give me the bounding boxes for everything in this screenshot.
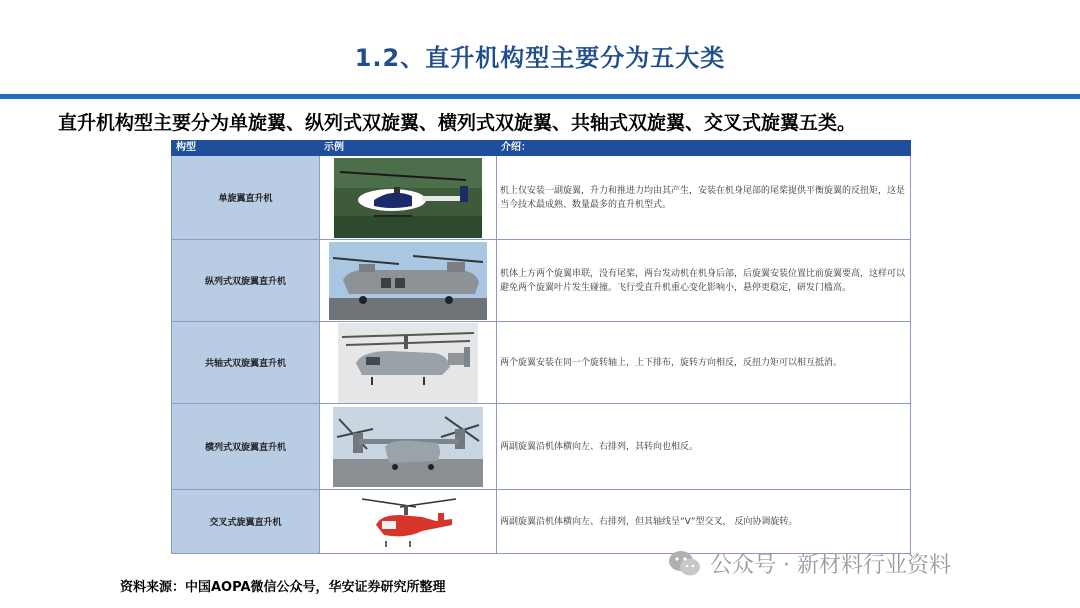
header-example: 示例 [320,141,497,156]
type-cell: 纵列式双旋翼直升机 [172,240,320,322]
type-cell: 共轴式双旋翼直升机 [172,322,320,404]
table-header-row [172,141,911,156]
source-note: 资料来源：中国AOPA微信公众号，华安证券研究所整理 [120,580,446,595]
wechat-icon [668,549,702,579]
coaxial-rotor-helicopter-photo [338,323,478,403]
tandem-rotor-helicopter-photo [329,242,487,320]
table-row [172,404,911,490]
table-row [172,490,911,554]
header-description: 介绍： [497,141,911,156]
description-cell: 机体上方两个旋翼串联，没有尾桨，两台发动机在机身后部，后旋翼安装位置比前旋翼要高，这样可以避免两个旋翼叶片发生碰撞。飞行受直升机重心变化影响小，悬停更稳定，研发门槛高。 [497,240,911,322]
description-cell: 两个旋翼安装在同一个旋转轴上，上下排布，旋转方向相反，反扭力矩可以相互抵消。 [497,322,911,404]
table-row [172,240,911,322]
watermark [668,548,951,579]
helicopter-types-table [171,140,911,554]
type-cell: 单旋翼直升机 [172,156,320,240]
intermeshing-rotor-helicopter-photo [356,493,460,551]
table-row [172,156,911,240]
header-type: 构型 [172,141,320,156]
watermark-text: 公众号 · 新材料行业资料 [710,553,951,578]
table-row [172,322,911,404]
title-divider [0,94,1080,99]
slide-subtitle: 直升机构型主要分为单旋翼、纵列式双旋翼、横列式双旋翼、共轴式双旋翼、交叉式旋翼五类。 [58,112,857,134]
side-by-side-rotor-aircraft-photo [333,407,483,487]
type-cell: 交叉式旋翼直升机 [172,490,320,554]
description-cell: 两副旋翼沿机体横向左、右排列，但其轴线呈“V”型交叉， 反向协调旋转。 [497,490,911,554]
description-cell: 两副旋翼沿机体横向左、右排列，其转向也相反。 [497,404,911,490]
slide-title: 1.2、直升机构型主要分为五大类 [354,44,726,72]
description-cell: 机上仅安装一副旋翼，升力和推进力均由其产生，安装在机身尾部的尾桨提供平衡旋翼的反扭矩，这是当今技术最成熟、数量最多的直升机型式。 [497,156,911,240]
single-rotor-helicopter-photo [334,158,482,238]
type-cell: 横列式双旋翼直升机 [172,404,320,490]
